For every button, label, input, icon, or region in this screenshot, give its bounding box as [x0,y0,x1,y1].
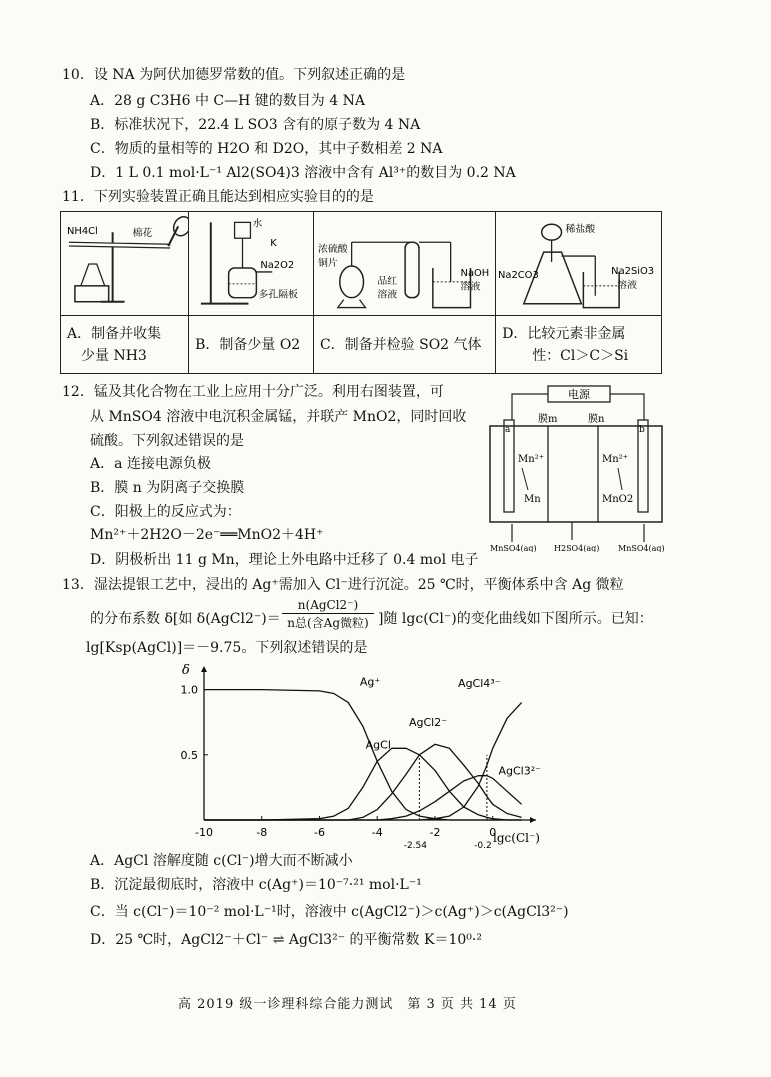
q13-stem-line2a: 的分布系数 δ[如 δ(AgCl2⁻)＝ [90,611,281,627]
q12-option-b[interactable]: B．膜 n 为阴离子交换膜 [90,480,245,496]
y-axis-label: δ [182,663,190,678]
series-label: AgCl [365,738,391,752]
label-mianhua: 棉花 [132,228,153,240]
label-xiyansuan: 稀盐酸 [565,224,596,236]
x-tick-label: 0 [489,826,497,839]
q13-option-c[interactable]: C．当 c(Cl⁻)＝10⁻² mol·L⁻¹时，溶液中 c(AgCl2⁻)＞c(Ag⁺)＞c(AgCl3²⁻) [90,904,569,920]
q10-option-c[interactable]: C．物质的量相等的 H2O 和 D2O，其中子数相差 2 NA [90,141,443,157]
diagram-mn2-right: Mn²⁺ [602,454,628,465]
caption-a-line2: 少量 NH3 [81,347,147,364]
diagram-electrode-b: b [639,425,645,435]
q11-apparatus-c [313,212,495,316]
diagram-mn: Mn [524,494,541,505]
x-axis-label: lgc(Cl⁻) [493,831,540,845]
q11-caption-a[interactable] [61,316,189,374]
apparatus-d-drawing [496,212,661,315]
label-naoh-rongye: 溶液 [460,281,481,293]
caption-c: C．制备并检验 SO2 气体 [319,336,482,353]
x-tick-label: -4 [371,826,383,839]
y-axis-arrow [201,666,207,672]
q13-stem-line2b: ]随 lgc(Cl⁻)的变化曲线如下图所示。已知： [378,611,653,627]
diagram-mn2-left: Mn²⁺ [518,454,544,465]
x-axis-arrow [530,817,536,823]
q12-option-c-equation: Mn²⁺＋2H2O－2e⁻══MnO2＋4H⁺ [90,527,324,543]
q12-stem-line2: 从 MnSO4 溶液中电沉积金属锰，并联产 MnO2，同时回收 [90,409,467,425]
q12-option-a[interactable]: A．a 连接电源负极 [90,456,211,472]
series-curve [204,703,522,820]
q11-caption-b[interactable] [189,316,314,374]
q13-stem-line1: 13．湿法提银工艺中，浸出的 Ag⁺需加入 Cl⁻进行沉淀。25 ℃时，平衡体系中含 Ag 微粒 [62,577,624,593]
x-tick-label: -8 [256,826,268,839]
q13-fraction-numerator: n(AgCl2⁻) [282,598,374,614]
marked-x-label: -0.2 [474,841,492,850]
q13-fraction-denominator: n总(含Ag微粒) [287,616,369,631]
label-na2co3: Na2CO3 [498,269,539,281]
diagram-electrode-a: a [505,425,511,435]
q11-apparatus-a [61,212,189,316]
caption-b: B．制备少量 O2 [195,336,301,353]
page-footer: 高 2019 级一诊理科综合能力测试 第 3 页 共 14 页 [178,997,517,1012]
caption-a-line1: A．制备并收集 [67,325,162,342]
x-tick-label: -10 [195,826,213,839]
marked-x-label: -2.54 [403,841,428,850]
q11-caption-d[interactable] [496,316,662,374]
diagram-inlet-right: MnSO4(aq) [618,544,665,552]
q11-apparatus-table [60,211,662,374]
diagram-inlet-left: MnSO4(aq) [490,544,537,552]
diagram-membrane-n: 膜n [588,414,605,425]
q13-option-a[interactable]: A．AgCl 溶解度随 c(Cl⁻)增大而不断减小 [90,853,353,869]
series-label: AgCl2⁻ [408,716,448,730]
x-tick-label: -6 [313,826,325,839]
label-na2sio3-rongye: 溶液 [617,279,638,291]
label-nh4cl: NH4Cl [66,226,98,238]
series-curve [204,690,522,820]
diagram-power-label: 电源 [568,388,590,401]
label-naoh: NaOH [460,267,490,279]
y-tick-label: 0.5 [180,748,198,762]
series-curve [204,744,522,820]
diagram-mno2: MnO2 [602,494,634,505]
q13-fraction [282,598,374,631]
caption-d-line2: 性：Cl＞C＞Si [532,347,629,364]
q11-apparatus-d [496,212,662,316]
series-label: AgCl3²⁻ [498,764,541,778]
diagram-membrane-m: 膜m [538,414,558,425]
label-duokong: 多孔隔板 [258,289,299,301]
diagram-outlet-mid: H2SO4(aq) [554,544,600,552]
label-pinhong: 品红 [377,275,398,287]
distribution-chart [170,662,570,850]
q10-stem: 10．设 NA 为阿伏加德罗常数的值。下列叙述正确的是 [62,67,406,83]
label-k: K [270,238,277,250]
apparatus-c-drawing [314,212,495,315]
chart-labels [181,663,542,850]
label-tongpian: 铜片 [317,257,338,269]
q10-option-d[interactable]: D．1 L 0.1 mol·L⁻¹ Al2(SO4)3 溶液中含有 Al³⁺的数目为 0.2 NA [90,165,516,181]
q13-stem-line3: lg[Ksp(AgCl)]＝－9.75。下列叙述错误的是 [86,640,368,656]
q13-option-d[interactable]: D．25 ℃时，AgCl2⁻＋Cl⁻ ⇌ AgCl3²⁻ 的平衡常数 K＝10⁰·² [90,932,482,948]
q12-stem-line3: 硫酸。下列叙述错误的是 [90,433,244,449]
q13-option-b[interactable]: B．沉淀最彻底时，溶液中 c(Ag⁺)＝10⁻⁷·²¹ mol·L⁻¹ [90,877,422,893]
apparatus-b-drawing [189,212,313,315]
x-tick-label: -2 [429,826,441,839]
chart-curves [204,690,522,820]
apparatus-a-drawing [61,212,188,315]
q12-option-c[interactable]: C．阳极上的反应式为： [90,504,241,520]
q10-option-a[interactable]: A．28 g C3H6 中 C—H 键的数目为 4 NA [90,93,365,109]
series-curve [204,776,522,820]
y-tick-label: 1.0 [180,683,198,697]
label-na2o2: Na2O2 [260,259,295,271]
q11-apparatus-b [189,212,314,316]
q11-caption-c[interactable] [313,316,495,374]
q12-option-d[interactable]: D．阴极析出 11 g Mn，理论上外电路中迁移了 0.4 mol 电子 [90,552,479,568]
label-nongliusuan: 浓硫酸 [317,244,348,256]
electrolysis-diagram [488,384,668,552]
label-na2sio3: Na2SiO3 [611,265,655,277]
series-label: AgCl4³⁻ [458,676,501,690]
label-water: 水 [252,218,263,230]
series-curve [204,748,522,820]
caption-d-line1: D．比较元素非金属 [502,325,626,342]
q12-stem-line1: 12．锰及其化合物在工业上应用十分广泛。利用右图装置，可 [62,384,444,400]
series-label: Ag⁺ [359,675,381,689]
q10-option-b[interactable]: B．标准状况下，22.4 L SO3 含有的原子数为 4 NA [90,117,421,133]
q11-stem: 11．下列实验装置正确且能达到相应实验目的的是 [62,189,374,205]
label-pinhong-rongye: 溶液 [377,289,398,301]
